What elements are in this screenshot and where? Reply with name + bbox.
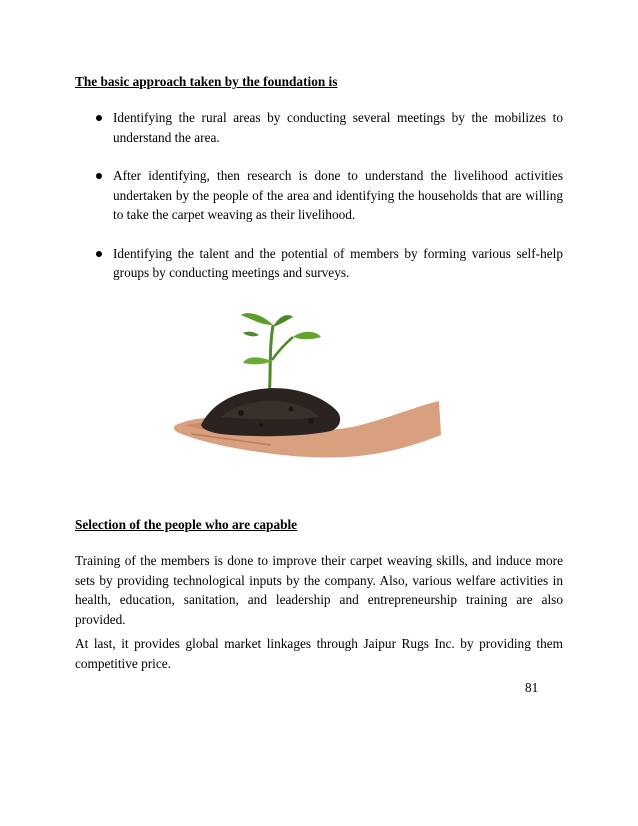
bullet-item	[75, 108, 563, 147]
bullet-icon	[96, 251, 102, 257]
bullet-text: After identifying, then research is done to understand the livelihood activities undertaken by the people of the area and identifying the households that are willing to take the carpet weaving as their livelihood.	[113, 168, 563, 222]
bullet-icon	[96, 173, 102, 179]
bullet-item	[75, 244, 563, 283]
hand-holding-soil-with-seedling-icon	[161, 305, 441, 495]
bullet-text: Identifying the rural areas by conducting several meetings by the mobilizes to understand the area.	[113, 110, 563, 145]
page-number: 81	[525, 680, 539, 695]
bullet-item	[75, 166, 563, 225]
seedling-hand-image	[161, 305, 441, 495]
approach-bullet-list	[75, 108, 563, 302]
bullet-text: Identifying the talent and the potential of members by forming various self-help groups by conducting meetings and surveys.	[113, 245, 563, 280]
section-heading-selection: Selection of the people who are capable	[75, 517, 298, 532]
paragraph-market-linkages: At last, it provides global market linkages through Jaipur Rugs Inc. by providing them competitive price.	[75, 636, 563, 671]
paragraph-training: Training of the members is done to improve their carpet weaving skills, and induce more sets by providing technological inputs by the company. Also, various welfare activities in health, education, sanitation, and leadership and entrepreneurship training are also provided.	[75, 553, 563, 627]
section-heading-approach: The basic approach taken by the foundation is	[75, 74, 338, 89]
bullet-icon	[96, 115, 102, 121]
